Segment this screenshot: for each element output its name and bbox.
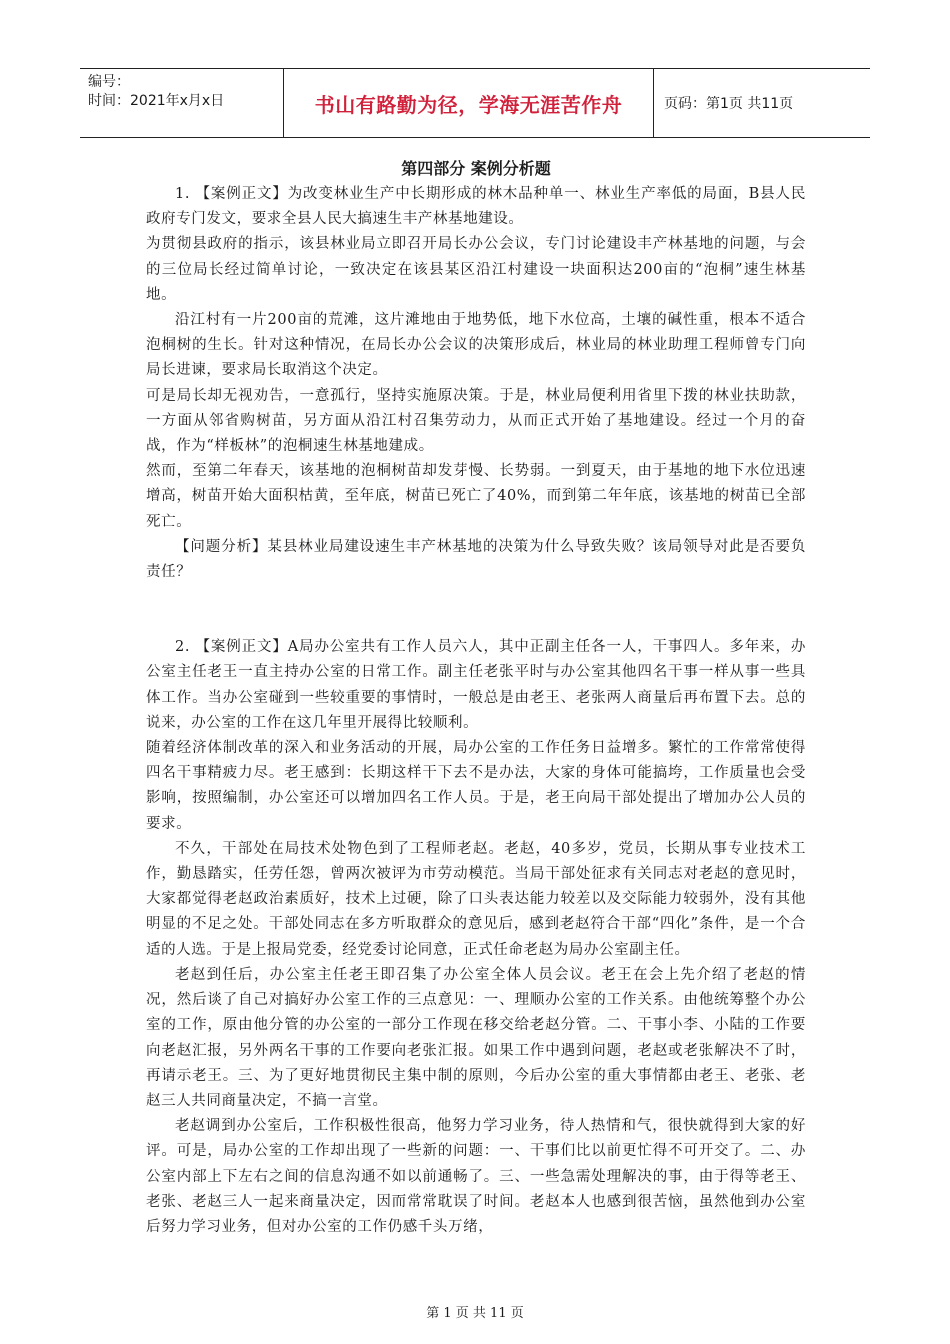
- header-motto-cell: [284, 69, 654, 137]
- paragraph: 2. 【案例正文】A局办公室共有工作人员六人，其中正副主任各一人，干事四人。多年来，办公室主任老王一直主持办公室的日常工作。副主任老张平时与办公室其他四名干事一样从事一些具体工作。当办公室碰到一些较重要的事情时，一般总是由老王、老张两人商量后再布置下去。总的说来，办公室的工作在这几年里开展得比较顺利。: [146, 639, 806, 731]
- question-analysis: 【问题分析】某县林业局建设速生丰产林基地的决策为什么导致失败？该局领导对此是否要负责任？: [146, 538, 806, 581]
- header-meta: [80, 69, 284, 137]
- paragraph: 不久，干部处在局技术处物色到了工程师老赵。老赵，40多岁，党员，长期从事专业技术工作，勤恳踏实，任劳任怨，曾两次被评为市劳动模范。当局干部处征求有关同志对老赵的意见时，大家都觉得老赵政治素质好，技术上过硬，除了口头表达能力较差以及交际能力较弱外，没有其他明显的不足之处。干部处同志在多方听取群众的意见后，感到老赵符合干部“四化”条件，是一个合适的人选。于是上报局党委，经党委讨论同意，正式任命老赵为局办公室副主任。: [146, 840, 806, 958]
- paragraph: 为贯彻县政府的指示，该县林业局立即召开局长办公会议，专门讨论建设丰产林基地的问题，与会的三位局长经过简单讨论，一致决定在该县某区沿江村建设一块面积达200亩的“泡桐”速生林基地。: [146, 236, 806, 303]
- number-label: 编号：: [88, 74, 130, 90]
- paragraph: 1. 【案例正文】为改变林业生产中长期形成的林木品种单一、林业生产率低的局面，B县人民政府专门发文，要求全县人民大搞速生丰产林基地建设。: [146, 186, 806, 228]
- case-separator: [146, 585, 806, 635]
- header-page-info: 页码：第1页 共11页: [664, 96, 794, 112]
- section-title: 第四部分 案例分析题: [401, 159, 551, 178]
- document-body: [146, 156, 806, 1240]
- paragraph: 沿江村有一片200亩的荒滩，这片滩地由于地势低，地下水位高，土壤的碱性重，根本不适合泡桐树的生长。针对这种情况，在局长办公会议的决策形成后，林业局的林业助理工程师曾专门向局长进谏，要求局长取消这个决定。: [146, 312, 806, 379]
- page-footer: 第 1 页 共 11 页: [426, 1306, 524, 1321]
- paragraph: 随着经济体制改革的深入和业务活动的开展，局办公室的工作任务日益增多。繁忙的工作常常使得四名干事精疲力尽。老王感到：长期这样干下去不是办法，大家的身体可能搞垮，工作质量也会受影响，按照编制，办公室还可以增加四名工作人员。于是，老王向局干部处提出了增加办公人员的要求。: [146, 740, 806, 832]
- date-label: 时间：2021年x月x日: [88, 93, 225, 109]
- paragraph: 可是局长却无视劝告，一意孤行，坚持实施原决策。于是，林业局便利用省里下拨的林业扶助款，一方面从邻省购树苗，另方面从沿江村召集劳动力，从而正式开始了基地建设。经过一个月的奋战，作为“样板林”的泡桐速生林基地建成。: [146, 387, 806, 455]
- motto: 书山有路勤为径，学海无涯苦作舟: [314, 92, 623, 117]
- paragraph: 老赵调到办公室后，工作积极性很高，他努力学习业务，待人热情和气，很快就得到大家的好评。可是，局办公室的工作却出现了一些新的问题：一、干事们比以前更忙得不可开交了。二、办公室内部上下左右之间的信息沟通不如以前通畅了。三、一些急需处理解决的事，由于得等老王、老张、老赵三人一起来商量决定，因而常常耽误了时间。老赵本人也感到很苦恼，虽然他到办公室后努力学习业务，但对办公室的工作仍感千头万绪，: [146, 1118, 806, 1235]
- page-header: [80, 68, 870, 138]
- paragraph: 老赵到任后，办公室主任老王即召集了办公室全体人员会议。老王在会上先介绍了老赵的情况，然后谈了自己对搞好办公室工作的三点意见：一、理顺办公室的工作关系。由他统筹整个办公室的工作，原由他分管的办公室的一部分工作现在移交给老赵分管。二、干事小李、小陆的工作要向老赵汇报，另外两名干事的工作要向老张汇报。如果工作中遇到问题，老赵或老张解决不了时，再请示老王。三、为了更好地贯彻民主集中制的原则，今后办公室的重大事情都由老王、老张、老赵三人共同商量决定，不搞一言堂。: [146, 966, 806, 1109]
- paragraph: 然而，至第二年春天，该基地的泡桐树苗却发芽慢、长势弱。一到夏天，由于基地的地下水位迅速增高，树苗开始大面积枯黄，至年底，树苗已死亡了40%，而到第二年年底，该基地的树苗已全部死亡。: [146, 463, 806, 530]
